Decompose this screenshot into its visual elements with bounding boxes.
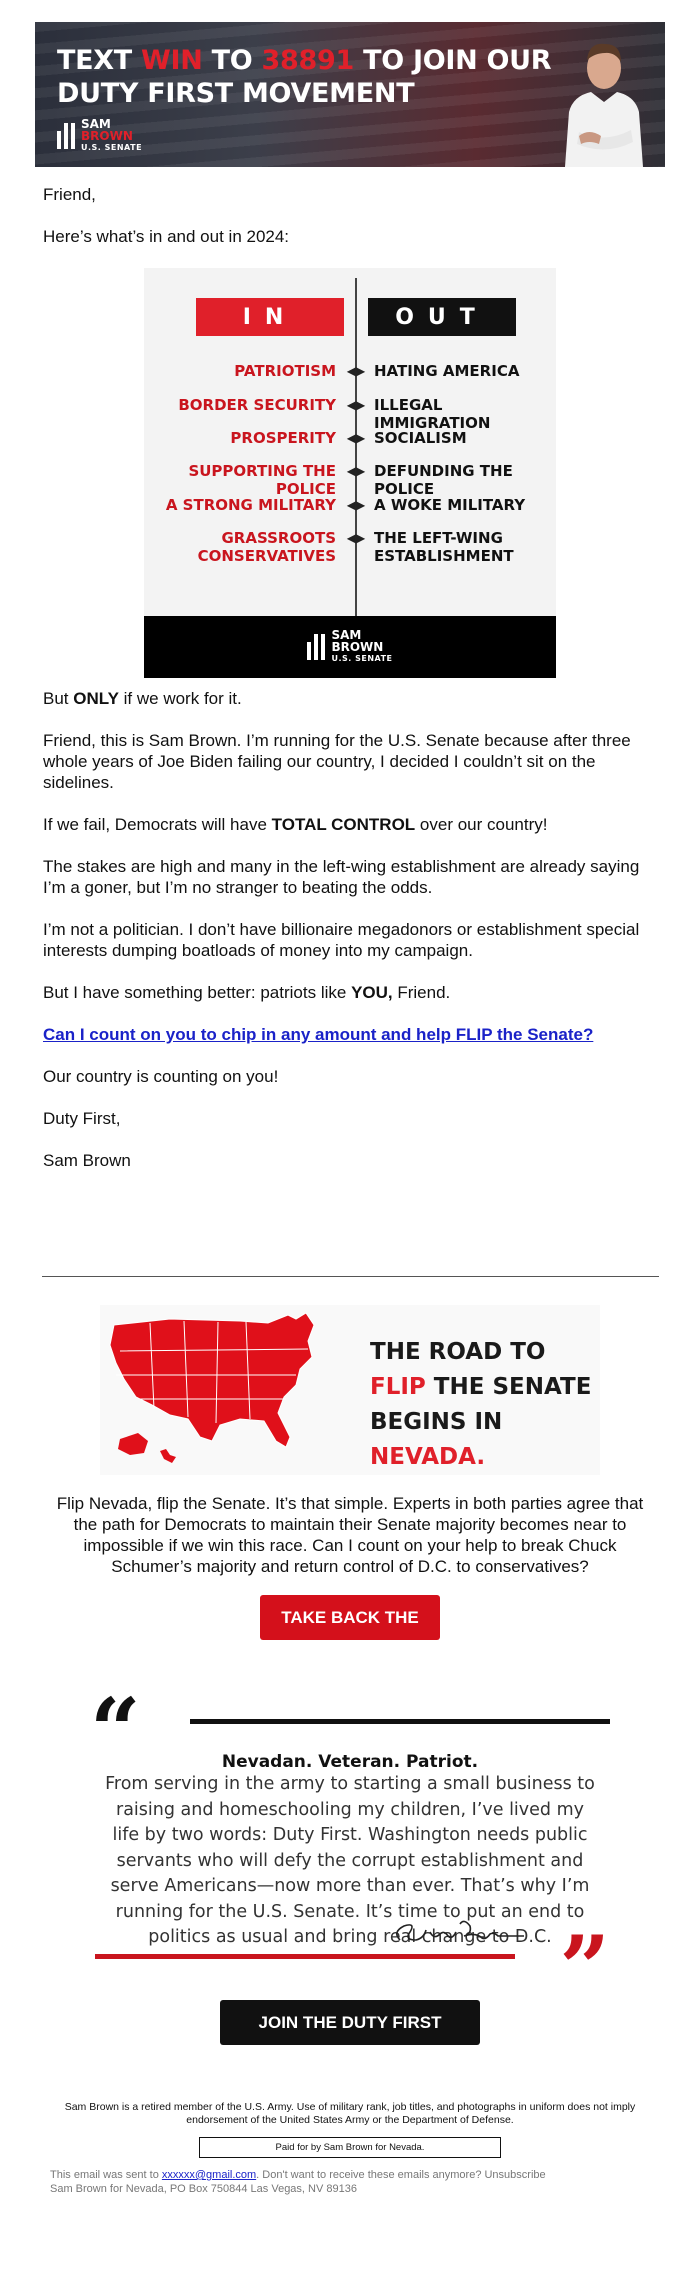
- road-to-flip-graphic[interactable]: [100, 1305, 600, 1475]
- banner-headline: TEXT WIN TO 38891 TO JOIN OUR DUTY FIRST MOVEMENT: [57, 45, 552, 109]
- flip-paragraph: Flip Nevada, flip the Senate. It’s that simple. Experts in both parties agree that the path for Democrats to maintain their Senate majority becomes near to impossible if we win this race. Can I count on your help to break Chuck Schumer’s majority and return control of D.C. to conservatives?: [56, 1494, 644, 1576]
- double-arrow-icon: ◀▶: [346, 398, 366, 412]
- email-footer: [50, 2168, 650, 2196]
- out-item: SOCIALISM: [374, 429, 467, 447]
- donate-link[interactable]: Can I count on you to chip in any amount and help FLIP the Senate?: [43, 1025, 594, 1044]
- letter-paragraph: I’m not a politician. I don’t have billionaire megadonors or establishment special interests dumping boatloads of money into my campaign.: [43, 920, 640, 960]
- paid-for-box: Paid for by Sam Brown for Nevada.: [199, 2137, 501, 2158]
- join-movement-button[interactable]: JOIN THE DUTY FIRST MOVEMENT: [220, 2000, 480, 2045]
- candidate-portrait: [559, 32, 645, 167]
- logo-mark-icon: [307, 634, 325, 660]
- greeting: Friend,: [43, 185, 96, 204]
- quote-card[interactable]: [90, 1678, 610, 2020]
- letter-paragraph: If we fail, Democrats will have TOTAL CONTROL over our country!: [43, 815, 548, 834]
- double-arrow-icon: ◀▶: [346, 531, 366, 545]
- quote-body: From serving in the army to starting a small business to raising and homeschooling my children, I’ve lived my life by two words: Duty First. Washington needs public servants who will defy the corrupt establishment and serve Americans—now more than ever. That’s why I’m running for the U.S. Senate. It’s time to put an end to politics as usual and bring real change to D.C.: [105, 1774, 595, 1947]
- letter-paragraph: But ONLY if we work for it.: [43, 689, 242, 708]
- quote-rule-bottom: [95, 1954, 515, 1959]
- close-quote-icon: ”: [559, 1916, 610, 2020]
- letter-paragraph: Friend, this is Sam Brown. I’m running for the U.S. Senate because after three whole years of Joe Biden failing our country, I decided I couldn’t sit on the sidelines.: [43, 731, 631, 792]
- out-item: A WOKE MILITARY: [374, 496, 526, 514]
- in-item: A STRONG MILITARY: [165, 496, 336, 514]
- unsubscribe-text[interactable]: . Don't want to receive these emails anymore? Unsubscribe: [256, 2169, 546, 2181]
- us-map-icon: [100, 1305, 360, 1475]
- handwritten-signature-icon: [390, 1910, 530, 1950]
- road-headline: THE ROAD TO FLIP THE SENATE BEGINS IN NEVADA.: [370, 1339, 592, 1470]
- out-item: THE LEFT-WING ESTABLISHMENT: [374, 529, 514, 565]
- logo-mark-icon: [57, 123, 75, 149]
- double-arrow-icon: ◀▶: [346, 498, 366, 512]
- sent-to-line: This email was sent to xxxxxx@gmail.com. Don't want to receive these emails anymore? Unsubscribe: [50, 2169, 546, 2181]
- military-disclaimer: Sam Brown is a retired member of the U.S. Army. Use of military rank, job titles, and photographs in uniform does not imply endorsement of the United States Army or the Department of Defense.: [64, 2101, 636, 2126]
- section-divider: [42, 1276, 659, 1277]
- recipient-email-link[interactable]: xxxxxx@gmail.com: [161, 2169, 257, 2181]
- divider-line: [355, 278, 357, 616]
- out-item: HATING AMERICA: [374, 362, 520, 380]
- signoff: Duty First,: [43, 1109, 121, 1128]
- letter-body: [0, 688, 700, 1171]
- double-arrow-icon: ◀▶: [346, 431, 366, 445]
- in-out-graphic: [144, 268, 556, 678]
- double-arrow-icon: ◀▶: [346, 364, 366, 378]
- in-item: PATRIOTISM: [234, 362, 336, 380]
- double-arrow-icon: ◀▶: [346, 464, 366, 478]
- out-header: OUT: [368, 298, 516, 336]
- sam-brown-logo: SAM BROWN U.S. SENATE: [57, 118, 142, 154]
- take-back-senate-button[interactable]: TAKE BACK THE SENATE: [260, 1595, 440, 1640]
- out-item: ILLEGAL IMMIGRATION: [374, 396, 491, 432]
- intro-section: [0, 184, 700, 247]
- header-banner[interactable]: [35, 22, 665, 167]
- letter-paragraph: But I have something better: patriots like YOU, Friend.: [43, 983, 451, 1002]
- in-out-footer-logo: SAM BROWN U.S. SENATE: [144, 616, 556, 678]
- quote-rule-top: [190, 1719, 610, 1724]
- letter-paragraph: The stakes are high and many in the left-wing establishment are already saying I’m a goner, but I’m no stranger to beating the odds.: [43, 857, 640, 897]
- letter-paragraph: Our country is counting on you!: [43, 1067, 279, 1086]
- in-item: PROSPERITY: [230, 429, 336, 447]
- intro-lead: Here’s what’s in and out in 2024:: [43, 227, 290, 246]
- open-quote-icon: “: [90, 1678, 141, 1782]
- mailing-address: Sam Brown for Nevada, PO Box 750844 Las Vegas, NV 89136: [50, 2183, 357, 2195]
- in-item: GRASSROOTS CONSERVATIVES: [197, 529, 336, 565]
- in-header: IN: [196, 298, 344, 336]
- in-item: SUPPORTING THE POLICE: [188, 462, 336, 498]
- in-item: BORDER SECURITY: [178, 396, 336, 414]
- signature-name: Sam Brown: [43, 1151, 131, 1170]
- out-item: DEFUNDING THE POLICE: [374, 462, 513, 498]
- quote-title: Nevadan. Veteran. Patriot.: [221, 1752, 479, 1772]
- email-body: [0, 22, 700, 2196]
